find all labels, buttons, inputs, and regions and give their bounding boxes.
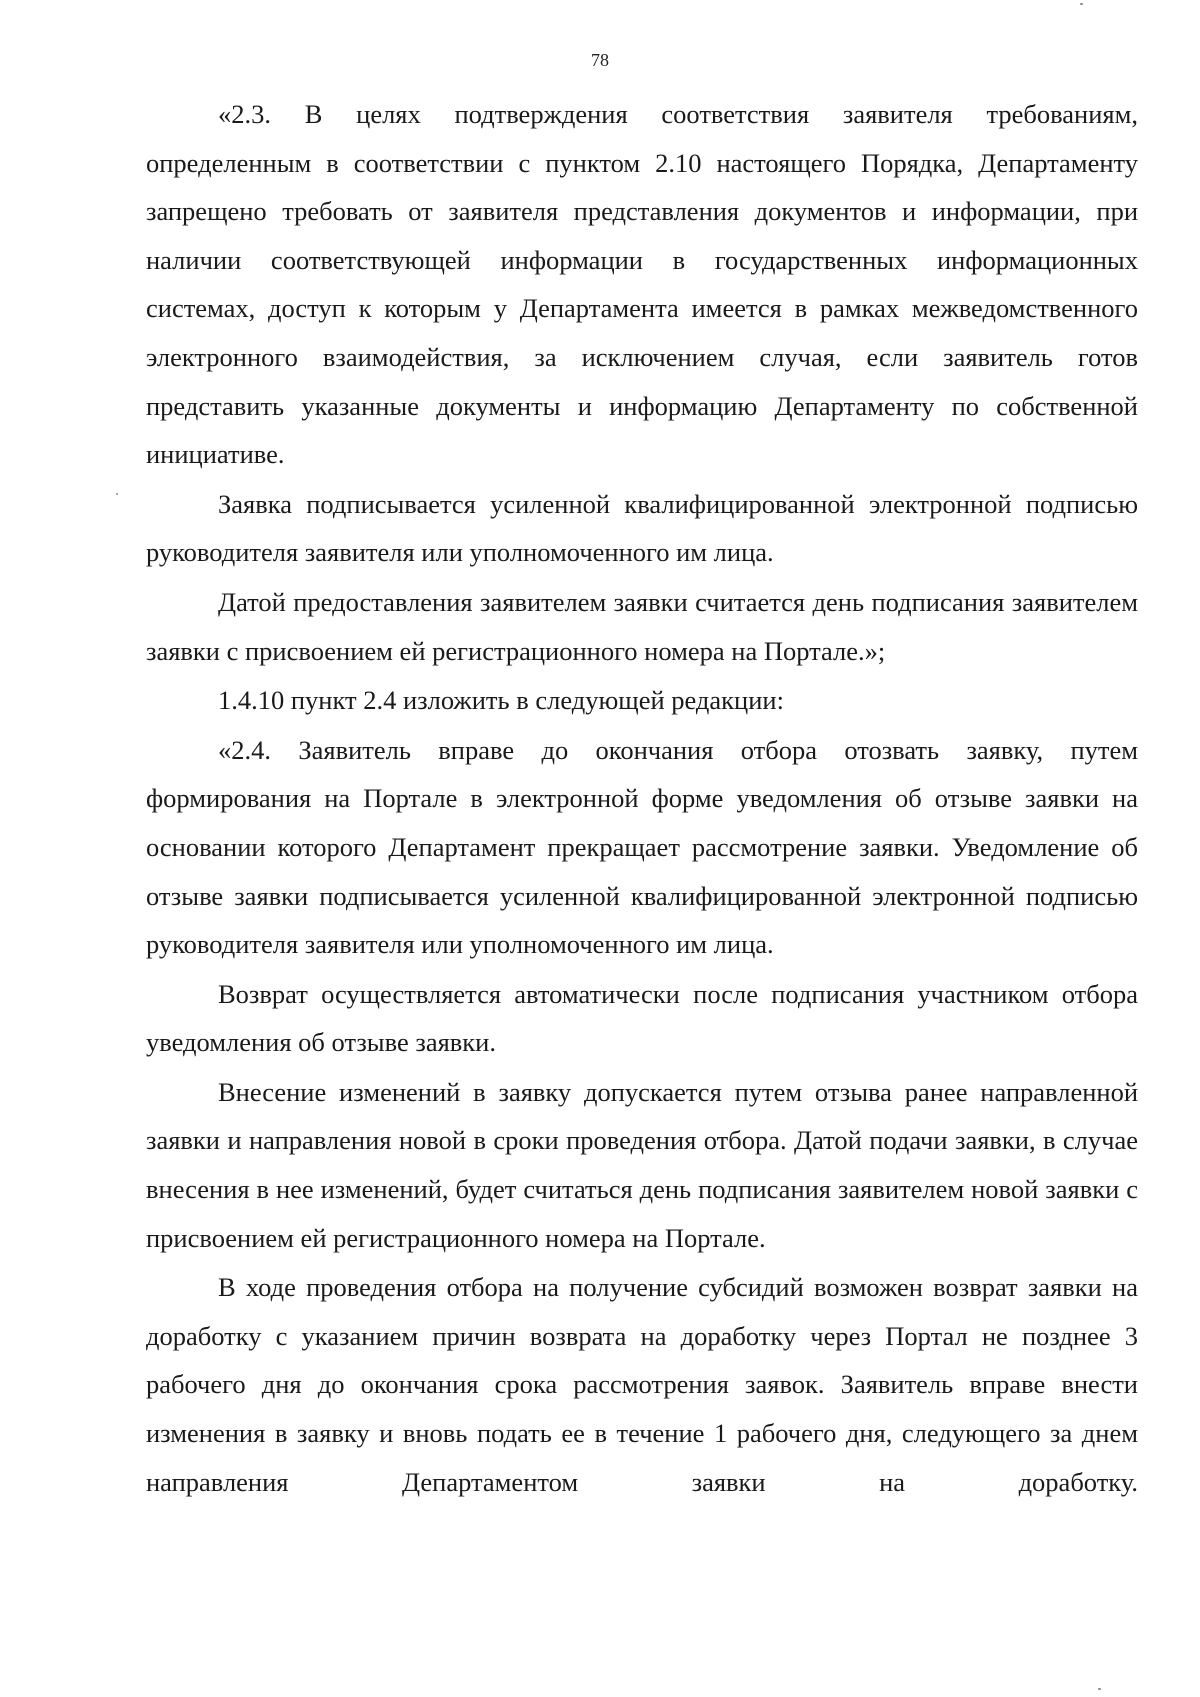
paragraph-2-4: «2.4. Заявитель вправе до окончания отбора отозвать заявку, путем формирования на Портале в электронной форме уведомления об отзыве заявки на основании которого Департамент прекращает рассмотрение заявки. Уведомление об отзыве заявки подписывается усиленной квалифицированной электронной подписью руководителя заявителя или уполномоченного им лица. — [146, 734, 1138, 960]
paragraph-2-3: «2.3. В целях подтверждения соответствия заявителя требованиям, определенным в соответствии с пунктом 2.10 настоящего Порядка, Департаменту запрещено требовать от заявителя представления документов и информации, при наличии соответствующей информации в государственных информационных системах, доступ к которым у Департамента имеется в рамках межведомственного электронного взаимодействия, за исключением случая, если заявитель готов представить указанные документы и информацию Департаменту по собственной инициативе. — [146, 99, 1138, 470]
paragraph-changes: Внесение изменений в заявку допускается путем отзыва ранее направленной заявки и направления новой в сроки проведения отбора. Датой подачи заявки, в случае внесения в нее изменений, будет считаться день подписания заявителем новой заявки с присвоением ей регистрационного номера на Портале. — [146, 1076, 1138, 1253]
page-number: 78 — [591, 50, 609, 70]
paragraph-revision: В ходе проведения отбора на получение субсидий возможен возврат заявки на доработку с указанием причин возврата на доработку через Портал не позднее 3 рабочего дня до окончания срока рассмотрения заявок. Заявитель вправе внести изменения в заявку и вновь подать ее в течение 1 рабочего дня, следующего за днем направления Департаментом заявки на доработку. — [146, 1272, 1138, 1497]
scan-speck — [1080, 3, 1083, 5]
document-body — [146, 90, 1138, 1507]
scan-speck — [1098, 1688, 1101, 1690]
paragraph-amendment-1-4-10: 1.4.10 пункт 2.4 изложить в следующей редакции: — [218, 685, 784, 716]
scan-speck — [116, 493, 118, 495]
paragraph-return: Возврат осуществляется автоматически после подписания участником отбора уведомления об отзыве заявки. — [146, 978, 1138, 1058]
paragraph-signature: Заявка подписывается усиленной квалифицированной электронной подписью руководителя заявителя или уполномоченного им лица. — [146, 488, 1138, 568]
paragraph-submission-date: Датой предоставления заявителем заявки считается день подписания заявителем заявки с присвоением ей регистрационного номера на Портале.»; — [146, 586, 1138, 666]
